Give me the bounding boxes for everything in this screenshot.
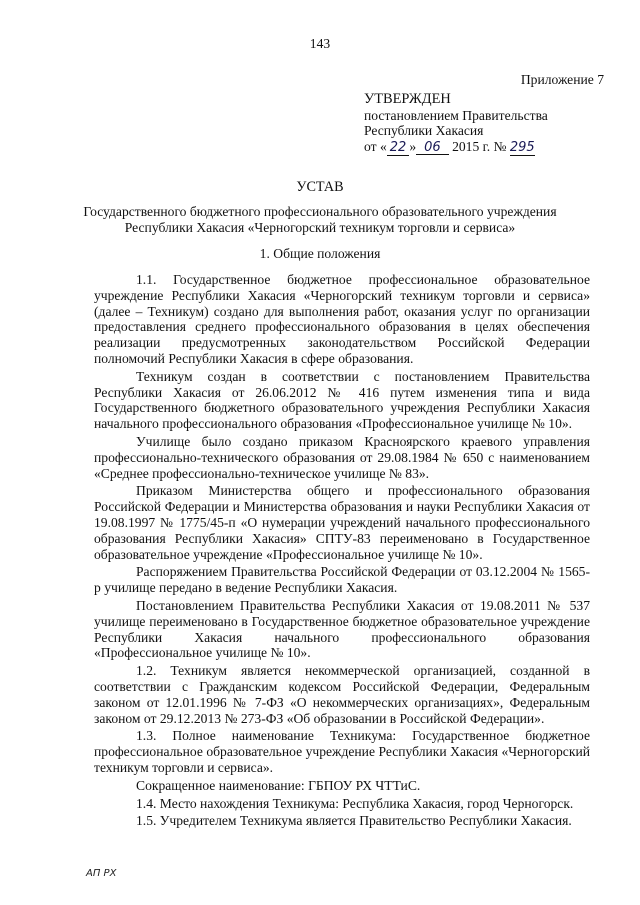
date-mid: » [409, 139, 417, 155]
month-field [416, 139, 449, 155]
paragraph-1-5: 1.5. Учредителем Техникума является Правительство Республики Хакасия. [136, 813, 572, 829]
approval-block [364, 72, 604, 156]
body-text [94, 272, 590, 831]
annex-label: Приложение 7 [520, 72, 604, 87]
approval-line-2: Республики Хакасия [364, 123, 484, 139]
archive-mark: АП РХ [86, 868, 117, 879]
document-subtitle-line-2: Республики Хакасия «Черногорский техникум торговли и сервиса» [124, 219, 516, 235]
paragraph-1-4: 1.4. Место нахождения Техникума: Республика Хакасия, город Черногорск. [136, 795, 574, 811]
paragraph-short-name: Сокращенное наименование: ГБПОУ РХ ЧТТиС. [136, 777, 421, 793]
date-year: 2015 г. № [452, 139, 507, 155]
approval-title: УТВЕРЖДЕН [364, 90, 451, 107]
handwritten-day: 22 [387, 140, 410, 156]
paragraph-transfer: Распоряжением Правительства Российской Федерации от 03.12.2004 № 1565-р училище передано в ведение Республики Хакасия. [94, 564, 590, 596]
paragraph-order-renaming: Приказом Министерства общего и профессионального образования Российской Федерации и Министерства образования и науки Республики Хакасия от 19.08.1997 № 1775/45-п «О нумерации учреждений начального профессионального образования Республики Хакасия» СПТУ-83 переименовано в Государственное образовательное учреждение «Профессиональное училище № 10». [94, 483, 590, 562]
paragraph-resolution: Постановлением Правительства Республики Хакасия от 19.08.2011 № 537 училище переименовано в Государственное бюджетное образовательное учреждение Республики Хакасия начального профессионального образования «Профессиональное училище № 10». [94, 597, 590, 661]
paragraph-1-1: 1.1. Государственное бюджетное профессиональное образовательное учреждение Республики Хакасия «Черногорский техникум торговли и сервиса» (далее – Техникум) создано для выполнения работ, оказания услуг по организации предоставления среднего профессионального образования в целях обеспечения реализации предусмотренных законодательством Российской Федерации полномочий Республики Хакасия в сфере образования. [94, 272, 590, 366]
document-title: УСТАВ [296, 179, 344, 195]
paragraph-1-3: 1.3. Полное наименование Техникума: Государственное бюджетное профессиональное образовательное учреждение Республики Хакасия «Черногорский техникум торговли и сервиса». [94, 728, 590, 775]
document-subtitle-line-1: Государственного бюджетного профессионального образовательного учреждения [83, 203, 557, 219]
approval-line-1: постановлением Правительства [364, 107, 548, 123]
handwritten-month: 06 [424, 140, 441, 156]
paragraph-creation: Техникум создан в соответствии с постановлением Правительства Республики Хакасия от 26.06.2012 № 416 путем изменения типа и вида Государственного бюджетного образовательного учреждения Республики Хакасия начального профессионального образования «Профессиональное училище № 10». [94, 368, 590, 432]
approval-date-line [364, 139, 604, 156]
paragraph-1-2: 1.2. Техникум является некоммерческой организацией, созданной в соответствии с Гражданским кодексом Российской Федерации, Федеральным законом от 12.01.1996 № 7-ФЗ «О некоммерческих организациях», Федеральным законом от 29.12.2013 № 273-ФЗ «Об образовании в Российской Федерации». [94, 663, 590, 726]
date-prefix: от « [364, 139, 387, 155]
page-number: 143 [309, 36, 331, 51]
section-title: 1. Общие положения [259, 246, 381, 261]
handwritten-number: 295 [509, 140, 535, 156]
document-header [0, 180, 640, 235]
paragraph-college-origin: Училище было создано приказом Красноярского краевого управления профессионально-технического образования от 29.08.1984 № 650 с наименованием «Среднее профессионально-техническое училище № 83». [94, 433, 590, 481]
